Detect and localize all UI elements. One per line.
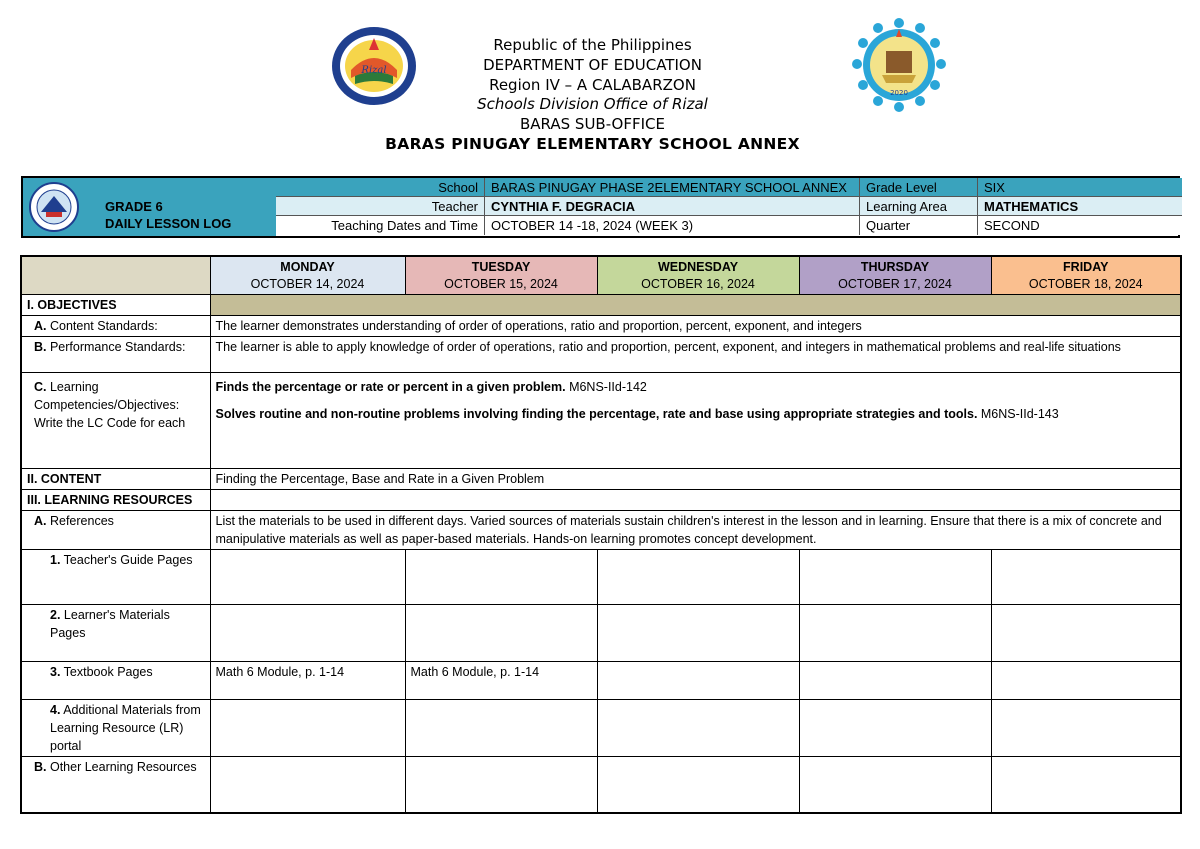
lesson-info-table	[21, 176, 1180, 238]
letterhead-division: Schools Division Office of Rizal	[477, 95, 708, 114]
day-date: OCTOBER 17, 2024	[838, 277, 952, 291]
teachers-guide-row	[21, 550, 1181, 605]
label-number: 1.	[50, 553, 61, 567]
learning-resources-heading: III. LEARNING RESOURCES	[21, 490, 210, 511]
label-number: 3.	[50, 665, 61, 679]
table-cell	[799, 662, 991, 700]
table-cell	[991, 605, 1181, 662]
day-date: OCTOBER 16, 2024	[641, 277, 755, 291]
school-value: BARAS PINUGAY PHASE 2ELEMENTARY SCHOOL ANNEX	[484, 178, 859, 197]
objective-2-code: M6NS-IId-143	[977, 407, 1059, 421]
objectives-row	[21, 295, 1181, 316]
label-text: Teacher's Guide Pages	[60, 553, 193, 567]
teacher-label: Teacher	[431, 199, 478, 214]
content-standards-text: The learner demonstrates understanding of order of operations, ratio and proportion, percent, exponent, and integers	[210, 316, 1181, 337]
learning-area-value: MATHEMATICS	[977, 197, 1182, 216]
additional-materials-label	[21, 700, 210, 757]
objective-2-text: Solves routine and non-routine problems involving finding the percentage, rate and base using appropriate strategies and tools.	[215, 407, 978, 421]
objectives-heading: I. OBJECTIVES	[21, 295, 210, 316]
table-cell	[597, 757, 799, 813]
dates-label: Teaching Dates and Time	[331, 218, 478, 233]
competencies-text	[210, 373, 1181, 469]
school-seal-icon	[852, 17, 946, 113]
learning-resources-blank	[210, 490, 1181, 511]
letterhead-suboffice: BARAS SUB-OFFICE	[520, 115, 665, 134]
textbook-label	[21, 662, 210, 700]
daily-lesson-log-table	[20, 255, 1182, 814]
grade-title	[105, 198, 231, 232]
objective-2	[216, 405, 1176, 423]
label-text: Other Learning Resources	[46, 760, 197, 774]
day-name: TUESDAY	[471, 260, 531, 274]
table-cell	[991, 550, 1181, 605]
table-cell	[405, 605, 597, 662]
table-cell	[405, 550, 597, 605]
label-text: Content Standards:	[46, 319, 158, 333]
table-cell	[210, 700, 405, 757]
objective-1-text: Finds the percentage or rate or percent in a given problem.	[215, 380, 566, 394]
references-label	[21, 511, 210, 550]
table-cell	[210, 550, 405, 605]
grade-label: GRADE 6	[105, 199, 163, 214]
table-cell	[597, 550, 799, 605]
table-cell	[597, 605, 799, 662]
dates-value: OCTOBER 14 -18, 2024 (WEEK 3)	[484, 216, 859, 235]
table-cell	[799, 550, 991, 605]
letterhead-region: Region IV – A CALABARZON	[489, 75, 696, 94]
day-name: MONDAY	[280, 260, 335, 274]
day-header-thursday	[799, 256, 991, 295]
table-cell	[210, 605, 405, 662]
table-cell	[991, 662, 1181, 700]
table-cell	[405, 757, 597, 813]
label-number: 2.	[50, 608, 61, 622]
label-text: Performance Standards:	[46, 340, 186, 354]
grade-level-label: Grade Level	[859, 178, 977, 197]
performance-standards-text: The learner is able to apply knowledge of order of operations, ratio and proportion, percent, exponent, and integers in mathematical problems and real-life situations	[210, 337, 1181, 373]
days-header-row	[21, 256, 1181, 295]
learners-materials-row	[21, 605, 1181, 662]
additional-materials-row	[21, 700, 1181, 757]
school-label: School	[438, 180, 478, 195]
svg-text:Rizal: Rizal	[361, 65, 387, 76]
day-name: FRIDAY	[1063, 260, 1109, 274]
day-date: OCTOBER 15, 2024	[444, 277, 558, 291]
day-header-friday	[991, 256, 1181, 295]
letterhead-department: DEPARTMENT OF EDUCATION	[483, 55, 702, 74]
table-cell	[597, 662, 799, 700]
content-standards-row	[21, 316, 1181, 337]
day-header-monday	[210, 256, 405, 295]
table-cell	[991, 700, 1181, 757]
learning-resources-row	[21, 490, 1181, 511]
table-cell	[991, 757, 1181, 813]
table-cell	[210, 757, 405, 813]
content-standards-label	[21, 316, 210, 337]
performance-standards-row	[21, 337, 1181, 373]
content-text: Finding the Percentage, Base and Rate in a Given Problem	[210, 469, 1181, 490]
label-number: A.	[34, 514, 47, 528]
day-date: OCTOBER 18, 2024	[1028, 277, 1143, 291]
log-title: DAILY LESSON LOG	[105, 216, 232, 231]
label-text: Learning Competencies/Objectives: Write the LC Code for each	[34, 380, 186, 430]
content-row	[21, 469, 1181, 490]
other-resources-row	[21, 757, 1181, 813]
letterhead	[340, 36, 845, 155]
label-number: 4.	[50, 703, 61, 717]
day-date: OCTOBER 14, 2024	[250, 277, 365, 291]
competencies-row	[21, 373, 1181, 469]
day-name: THURSDAY	[860, 260, 930, 274]
quarter-value: SECOND	[977, 216, 1182, 235]
learners-materials-label	[21, 605, 210, 662]
competencies-label	[21, 373, 210, 469]
table-cell	[799, 700, 991, 757]
letterhead-school-name: BARAS PINUGAY ELEMENTARY SCHOOL ANNEX	[385, 134, 800, 153]
info-row-teacher	[276, 197, 1182, 216]
table-cell	[799, 605, 991, 662]
table-cell	[405, 700, 597, 757]
info-row-dates	[276, 216, 1182, 235]
objectives-band	[210, 295, 1181, 316]
references-text: List the materials to be used in different days. Varied sources of materials sustain children's interest in the lesson and in learning. Ensure that there is a mix of concrete and manipulative materials as well as paper-based materials. Hands-on learning promotes concept development.	[210, 511, 1181, 550]
quarter-label: Quarter	[859, 216, 977, 235]
content-heading: II. CONTENT	[21, 469, 210, 490]
learning-area-label: Learning Area	[859, 197, 977, 216]
day-header-tuesday	[405, 256, 597, 295]
table-cell	[799, 757, 991, 813]
label-text: Learner's Materials Pages	[50, 608, 170, 640]
textbook-tuesday: Math 6 Module, p. 1-14	[405, 662, 597, 700]
objective-1	[216, 378, 1176, 396]
label-text: Additional Materials from Learning Resource (LR) portal	[50, 703, 201, 753]
letterhead-country: Republic of the Philippines	[493, 36, 692, 54]
days-header-blank	[21, 256, 210, 295]
deped-seal-icon	[29, 182, 79, 232]
teachers-guide-label	[21, 550, 210, 605]
teacher-value: CYNTHIA F. DEGRACIA	[484, 197, 859, 216]
info-row-school	[276, 178, 1182, 197]
performance-standards-label	[21, 337, 210, 373]
label-text: Textbook Pages	[60, 665, 153, 679]
other-resources-label	[21, 757, 210, 813]
objective-1-code: M6NS-IId-142	[565, 380, 647, 394]
textbook-monday: Math 6 Module, p. 1-14	[210, 662, 405, 700]
label-number: A.	[34, 319, 47, 333]
svg-text:2020: 2020	[890, 89, 908, 97]
info-logo-cell	[23, 178, 276, 236]
grade-level-value: SIX	[977, 178, 1182, 197]
label-number: C.	[34, 380, 47, 394]
textbook-row	[21, 662, 1181, 700]
day-header-wednesday	[597, 256, 799, 295]
label-number: B.	[34, 340, 47, 354]
day-name: WEDNESDAY	[657, 260, 739, 274]
table-cell	[597, 700, 799, 757]
label-number: B.	[34, 760, 47, 774]
label-text: References	[46, 514, 114, 528]
references-row	[21, 511, 1181, 550]
